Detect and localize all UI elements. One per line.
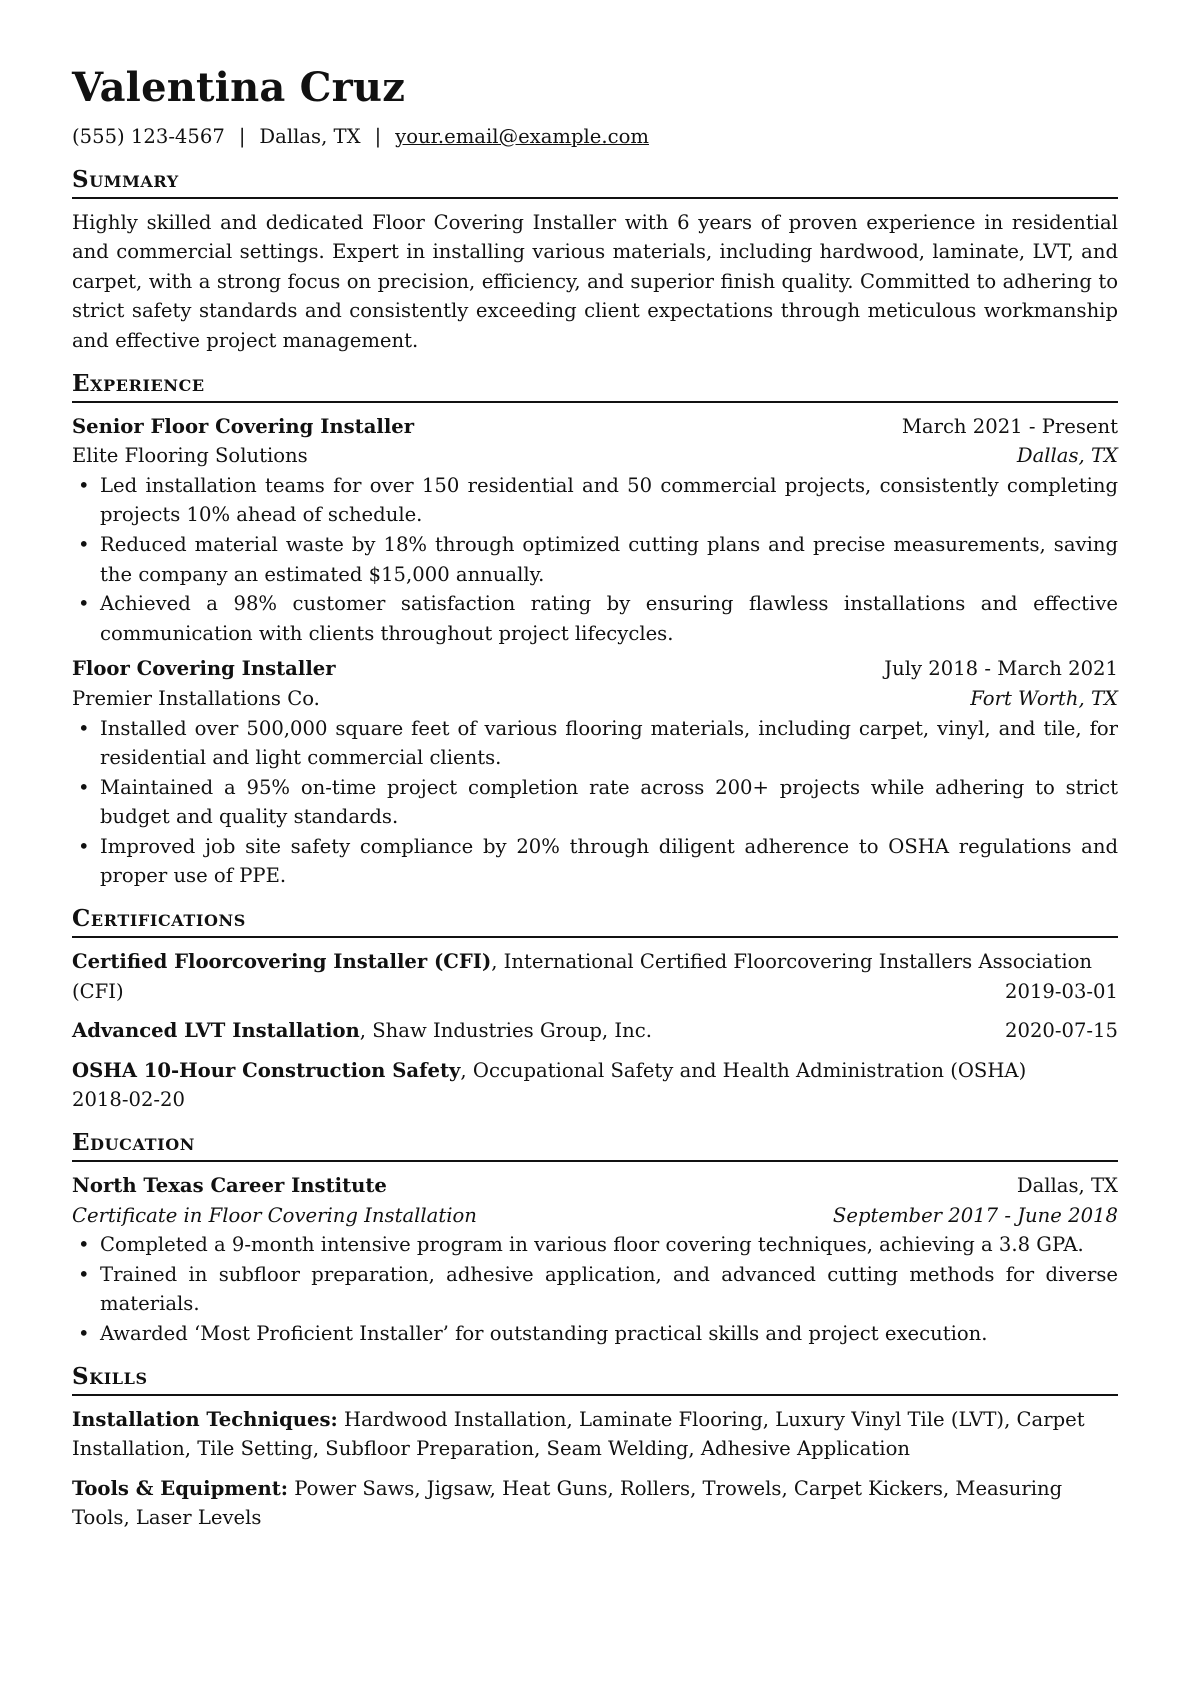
education-header [72,1171,1118,1201]
list-item: • Completed a 9-month intensive program in various floor covering techniques, achieving a 3.8 GPA. [72,1230,1118,1260]
school-location: Dallas, TX [1016,1174,1118,1198]
education-bullets [72,1230,1118,1348]
cert-line [72,977,1118,1007]
separator: | [374,125,382,148]
job-role: Senior Floor Covering Installer [72,414,415,438]
certification-entry [72,1016,1118,1046]
list-item: • Improved job site safety compliance by 20% through diligent adherence to OSHA regulations and proper use of PPE. [72,832,1118,891]
list-item: • Installed over 500,000 square feet of various flooring materials, including carpet, vinyl, and tile, for residential and light commercial clients. [72,714,1118,773]
candidate-name: Valentina Cruz [72,64,406,111]
job-bullets [72,714,1118,892]
summary-text: Highly skilled and dedicated Floor Covering Installer with 6 years of proven experience in residential and commercial settings. Expert in installing various materials, including hardwood, laminate, LVT, and carpet, with a strong focus on precision, efficiency, and superior finish quality. Committed to adhering to strict safety standards and consistently exceeding client expectations through meticulous workmanship and effective project management. [72,210,1118,352]
contact-line [72,122,1118,152]
cert-date: 2020-07-15 [1005,1019,1118,1043]
list-item: • Maintained a 95% on-time project completion rate across 200+ projects while adhering to strict budget and quality standards. [72,773,1118,832]
school-name: North Texas Career Institute [72,1174,387,1198]
cert-name: Advanced LVT Installation [72,1019,360,1043]
cert-line [72,1056,1118,1086]
list-item: • Led installation teams for over 150 residential and 50 commercial projects, consistently completing projects 10% ahead of schedule. [72,471,1118,530]
phone: (555) 123-4567 [72,125,225,148]
program-name: Certificate in Floor Covering Installation [72,1203,477,1227]
job-header [72,412,1118,442]
list-item: • Trained in subfloor preparation, adhesive application, and advanced cutting methods for diverse materials. [72,1260,1118,1319]
job-location: Dallas, TX [1016,444,1118,468]
cert-name: Certified Floorcovering Installer (CFI) [72,950,492,974]
skill-label: Installation Techniques: [72,1407,338,1431]
email-link[interactable]: your.email@example.com [395,125,649,148]
cert-issuer: , International Certified Floorcovering Installers Association [491,950,1092,974]
certification-entry [72,1056,1118,1115]
cert-date: 2019-03-01 [1005,979,1118,1003]
job-dates: July 2018 - March 2021 [884,657,1118,681]
section-title-certifications: Certifications [72,905,1118,938]
job-location: Fort Worth, TX [970,686,1118,710]
education-subheader [72,1201,1118,1231]
cert-line [72,1016,1118,1046]
list-item: • Reduced material waste by 18% through optimized cutting plans and precise measurements, saving the company an estimated $15,000 annually. [72,530,1118,589]
location: Dallas, TX [259,125,361,148]
job-company: Premier Installations Co. [72,686,320,710]
cert-issuer: , Occupational Safety and Health Administration (OSHA) [460,1058,1027,1082]
skill-text: Power Saws, Jigsaw, Heat Guns, Rollers, Trowels, Carpet Kickers, Measuring Tools, Laser Levels [72,1476,1063,1530]
cert-line [72,947,1118,977]
list-item: • Awarded ‘Most Proficient Installer’ for outstanding practical skills and project execution. [72,1319,1118,1349]
certification-entry [72,947,1118,1006]
job-role: Floor Covering Installer [72,657,336,681]
job-subheader [72,441,1118,471]
skill-label: Tools & Equipment: [72,1476,289,1500]
section-title-experience: Experience [72,370,1118,403]
job-subheader [72,684,1118,714]
education-dates: September 2017 - June 2018 [832,1203,1118,1227]
cert-issuer: , Shaw Industries Group, Inc. [359,1019,652,1043]
cert-name: OSHA 10-Hour Construction Safety [72,1058,461,1082]
skill-group [72,1474,1118,1533]
job-bullets [72,471,1118,649]
cert-issuer-cont: (CFI) [72,979,124,1003]
list-item: • Achieved a 98% customer satisfaction rating by ensuring flawless installations and effective communication with clients throughout project lifecycles. [72,589,1118,648]
skill-group [72,1405,1118,1464]
job-entry [72,654,1118,891]
separator: | [238,125,246,148]
job-company: Elite Flooring Solutions [72,444,308,468]
cert-date: 2018-02-20 [72,1088,185,1112]
job-entry [72,412,1118,649]
section-title-summary: Summary [72,166,1118,199]
job-header [72,654,1118,684]
skill-text: Hardwood Installation, Laminate Flooring, Luxury Vinyl Tile (LVT), Carpet Installation, Tile Setting, Subfloor Preparation, Seam Welding, Adhesive Application [72,1407,1085,1461]
job-dates: March 2021 - Present [901,414,1118,438]
section-title-education: Education [72,1129,1118,1162]
section-title-skills: Skills [72,1363,1118,1396]
